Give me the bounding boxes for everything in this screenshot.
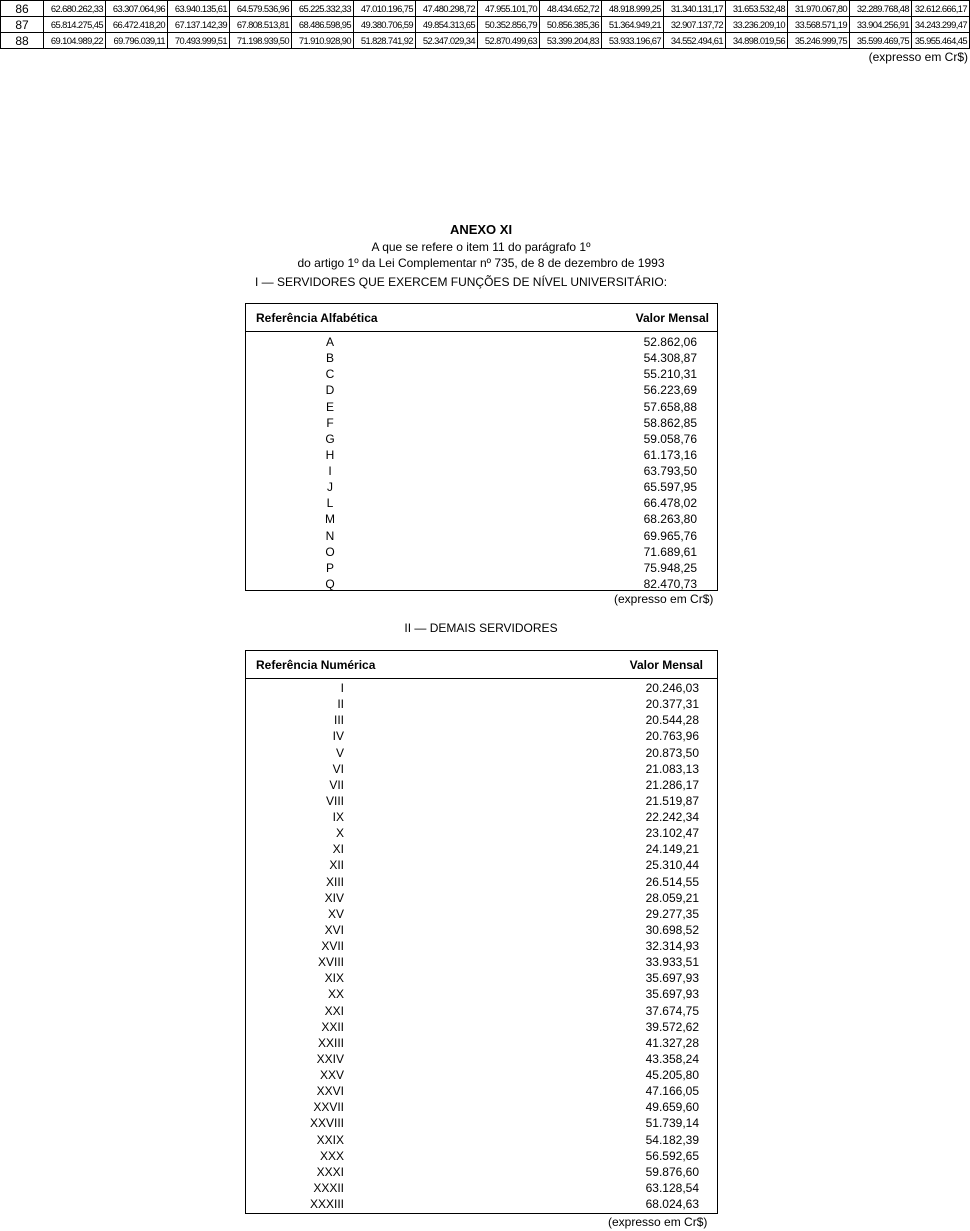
value-cell: 66.478,02: [643, 496, 697, 511]
table-cell: 33.568.571,19: [788, 17, 850, 33]
table-row: [246, 1067, 717, 1083]
value-cell: 51.739,14: [645, 1116, 699, 1131]
table-row: [246, 793, 717, 809]
reference-cell: Q: [325, 576, 335, 591]
table-row: [246, 1148, 717, 1164]
table-row: [246, 576, 717, 592]
table-row: [246, 463, 717, 479]
reference-cell: IV: [332, 729, 344, 744]
table-cell: 70.493.999,51: [168, 33, 230, 49]
reference-cell: XIX: [324, 971, 344, 986]
value-cell: 63.128,54: [645, 1180, 699, 1195]
reference-cell: II: [337, 697, 344, 712]
table-row: [246, 680, 717, 696]
table-cell: 31.653.532,48: [726, 1, 788, 17]
reference-cell: G: [325, 431, 335, 446]
reference-cell: XXIII: [317, 1035, 344, 1050]
alphabetic-reference-table: [245, 303, 718, 591]
reference-cell: M: [325, 512, 335, 527]
value-cell: 55.210,31: [643, 367, 697, 382]
table-row: [246, 906, 717, 922]
numeric-reference-table: [245, 650, 718, 1214]
table-cell: 33.904.256,91: [850, 17, 912, 33]
table-row: [246, 350, 717, 366]
table-cell: 31.970.067,80: [788, 1, 850, 17]
value-cell: 59.876,60: [645, 1164, 699, 1179]
reference-cell: XIV: [324, 890, 344, 905]
table-cell: 47.955.101,70: [478, 1, 540, 17]
table-cell: 34.552.494,61: [664, 33, 726, 49]
reference-cell: XXIX: [316, 1132, 344, 1147]
value-cell: 39.572,62: [645, 1019, 699, 1034]
table-row: [246, 1132, 717, 1148]
reference-cell: V: [335, 745, 344, 760]
table-row: [246, 334, 717, 350]
value-cell: 49.659,60: [645, 1100, 699, 1115]
table-cell: 52.347.029,34: [416, 33, 478, 49]
table-row: [246, 399, 717, 415]
reference-cell: B: [325, 351, 334, 366]
table-row: [246, 1051, 717, 1067]
table-cell: 68.486.598,95: [292, 17, 354, 33]
reference-cell: XI: [332, 842, 344, 857]
table-row: [246, 431, 717, 447]
value-cell: 45.205,80: [645, 1068, 699, 1082]
reference-cell: XIII: [325, 874, 344, 889]
table-row: [246, 841, 717, 857]
value-cell: 82.470,73: [643, 576, 697, 591]
value-cell: 30.698,52: [645, 922, 699, 937]
reference-cell: F: [326, 415, 334, 430]
table-row: [246, 1164, 717, 1180]
table-row: [246, 728, 717, 744]
table-cell: 35.599.469,75: [850, 33, 912, 49]
reference-cell: XXXI: [316, 1164, 344, 1179]
row-number: 86: [1, 1, 44, 17]
value-cell: 68.024,63: [645, 1197, 699, 1211]
reference-cell: O: [325, 544, 335, 559]
value-cell: 47.166,05: [645, 1084, 699, 1099]
value-cell: 54.308,87: [643, 351, 697, 366]
value-cell: 21.083,13: [645, 761, 699, 776]
table-cell: 32.289.768,48: [850, 1, 912, 17]
top-value-table: [0, 0, 970, 49]
numeric-table-header: [246, 651, 717, 679]
table-cell: 49.380.706,59: [354, 17, 416, 33]
numeric-table-body: [246, 679, 717, 1212]
section-1-title: I — SERVIDORES QUE EXERCEM FUNÇÕES DE NÍVEL UNIVERSITÁRIO:: [254, 275, 668, 289]
table-cell: 71.910.928,90: [292, 33, 354, 49]
row-number: 87: [1, 17, 44, 33]
table-row: [246, 922, 717, 938]
value-cell: 23.102,47: [645, 826, 699, 841]
value-cell: 71.689,61: [643, 544, 697, 559]
reference-cell: XVII: [321, 939, 344, 953]
table-row: [246, 809, 717, 825]
annex-reference-line-2: do artigo 1º da Lei Complementar nº 735, de 8 de dezembro de 1993: [297, 256, 665, 270]
table-row: [246, 745, 717, 761]
table-cell: 69.104.989,22: [44, 33, 106, 49]
reference-cell: XXII: [321, 1019, 344, 1034]
value-cell: 37.674,75: [645, 1003, 699, 1018]
value-cell: 22.242,34: [645, 810, 699, 824]
table-cell: 34.898.019,56: [726, 33, 788, 49]
table-cell: 51.364.949,21: [602, 17, 664, 33]
value-cell: 52.862,06: [643, 335, 697, 349]
table-row: [246, 761, 717, 777]
value-cell: 58.862,85: [643, 415, 697, 430]
alphabetic-table-header: [246, 304, 717, 332]
reference-cell: XX: [327, 987, 344, 1002]
table-row: [246, 1180, 717, 1196]
value-cell: 41.327,28: [645, 1035, 699, 1050]
table-cell: 48.434.652,72: [540, 1, 602, 17]
reference-cell: H: [325, 447, 335, 462]
value-cell: 65.597,95: [643, 480, 697, 495]
table-cell: 67.137.142,39: [168, 17, 230, 33]
table-cell: 52.870.499,63: [478, 33, 540, 49]
value-cell: 24.149,21: [645, 842, 699, 857]
table-row: [246, 479, 717, 495]
table-cell: 47.480.298,72: [416, 1, 478, 17]
table-row: [1, 1, 970, 17]
table-row: [246, 560, 717, 576]
reference-cell: X: [335, 826, 344, 841]
reference-cell: VII: [329, 777, 344, 792]
reference-cell: VIII: [325, 793, 344, 808]
table-cell: 47.010.196,75: [354, 1, 416, 17]
table-row: [246, 954, 717, 970]
table-row: [246, 874, 717, 890]
table-cell: 67.808.513,81: [230, 17, 292, 33]
table-row: [246, 857, 717, 873]
table-cell: 63.307.064,96: [106, 1, 168, 17]
reference-cell: L: [326, 496, 334, 511]
value-cell: 20.763,96: [645, 729, 699, 744]
reference-cell: XII: [329, 858, 344, 873]
reference-cell: XXX: [319, 1148, 344, 1163]
value-cell: 25.310,44: [645, 858, 699, 873]
table-cell: 50.352.856,79: [478, 17, 540, 33]
table-row: [246, 986, 717, 1002]
table-row: [246, 1115, 717, 1131]
reference-cell: XXVII: [313, 1100, 344, 1115]
value-cell: 59.058,76: [643, 431, 697, 446]
reference-cell: XXVIII: [309, 1116, 344, 1131]
value-cell: 61.173,16: [643, 447, 697, 462]
reference-cell: XXIV: [316, 1051, 344, 1066]
column-header-reference: Referência Numérica: [256, 658, 376, 672]
value-cell: 26.514,55: [645, 874, 699, 889]
value-cell: 69.965,76: [643, 528, 697, 543]
table-cell: 62.680.262,33: [44, 1, 106, 17]
reference-cell: XVI: [324, 922, 344, 937]
table-cell: 48.918.999,25: [602, 1, 664, 17]
table-row: [246, 938, 717, 954]
table-row: [246, 825, 717, 841]
value-cell: 63.793,50: [643, 464, 697, 478]
table-row: [1, 33, 970, 49]
table-row: [246, 1196, 717, 1212]
table-2-unit-note: (expresso em Cr$): [608, 1215, 708, 1229]
value-cell: 35.697,93: [645, 987, 699, 1002]
table-row: [246, 696, 717, 712]
reference-cell: J: [327, 480, 333, 495]
value-cell: 43.358,24: [645, 1051, 699, 1066]
table-cell: 51.828.741,92: [354, 33, 416, 49]
annex-reference-line-1: A que se refere o item 11 do parágrafo 1º: [371, 240, 591, 254]
table-cell: 65.225.332,33: [292, 1, 354, 17]
reference-cell: XXVI: [316, 1084, 344, 1099]
table-cell: 32.907.137,72: [664, 17, 726, 33]
value-cell: 35.697,93: [645, 971, 699, 986]
table-row: [246, 1099, 717, 1115]
reference-cell: XXI: [324, 1003, 344, 1018]
table-row: [1, 17, 970, 33]
reference-cell: I: [328, 464, 332, 478]
alphabetic-table-body: [246, 332, 717, 592]
value-cell: 29.277,35: [645, 906, 699, 921]
table-cell: 71.198.939,50: [230, 33, 292, 49]
value-cell: 21.519,87: [645, 793, 699, 808]
reference-cell: C: [325, 367, 335, 382]
table-row: [246, 777, 717, 793]
table-row: [246, 970, 717, 986]
table-cell: 64.579.536,96: [230, 1, 292, 17]
table-cell: 53.933.196,67: [602, 33, 664, 49]
column-header-value: Valor Mensal: [629, 658, 703, 672]
reference-cell: IX: [332, 810, 344, 824]
reference-cell: XXXIII: [309, 1197, 344, 1211]
reference-cell: D: [325, 383, 335, 398]
table-cell: 33.236.209,10: [726, 17, 788, 33]
value-cell: 33.933,51: [645, 955, 699, 970]
table-cell: 65.814.275,45: [44, 17, 106, 33]
reference-cell: XV: [327, 906, 344, 921]
table-cell: 66.472.418,20: [106, 17, 168, 33]
table-row: [246, 712, 717, 728]
table-row: [246, 1003, 717, 1019]
reference-cell: I: [340, 681, 344, 695]
value-cell: 20.377,31: [645, 697, 699, 712]
value-cell: 57.658,88: [643, 399, 697, 414]
table-row: [246, 495, 717, 511]
table-row: [246, 1019, 717, 1035]
annex-title: ANEXO XI: [449, 222, 513, 237]
value-cell: 28.059,21: [645, 890, 699, 905]
table-row: [246, 382, 717, 398]
table-row: [246, 1035, 717, 1051]
table-cell: 34.243.299,47: [912, 17, 970, 33]
table-row: [246, 447, 717, 463]
table-row: [246, 1083, 717, 1099]
table-cell: 50.856.385,36: [540, 17, 602, 33]
table-row: [246, 511, 717, 527]
table-row: [246, 415, 717, 431]
table-cell: 63.940.135,61: [168, 1, 230, 17]
column-header-value: Valor Mensal: [635, 311, 709, 325]
table-cell: 35.246.999,75: [788, 33, 850, 49]
table-row: [246, 890, 717, 906]
table-1-unit-note: (expresso em Cr$): [614, 592, 714, 606]
table-row: [246, 528, 717, 544]
table-row: [246, 366, 717, 382]
value-cell: 68.263,80: [643, 512, 697, 527]
section-2-title: II — DEMAIS SERVIDORES: [404, 621, 558, 635]
reference-cell: N: [325, 528, 335, 543]
reference-cell: XVIII: [317, 955, 344, 970]
row-number: 88: [1, 33, 44, 49]
table-cell: 69.796.039,11: [106, 33, 168, 49]
table-row: [246, 544, 717, 560]
reference-cell: III: [333, 713, 344, 728]
value-cell: 56.223,69: [643, 383, 697, 398]
value-cell: 21.286,17: [645, 777, 699, 792]
reference-cell: P: [325, 560, 334, 575]
reference-cell: E: [325, 399, 334, 414]
table-cell: 32.612.666,17: [912, 1, 970, 17]
value-cell: 20.544,28: [645, 713, 699, 728]
top-table-unit-note: (expresso em Cr$): [868, 50, 968, 64]
value-cell: 54.182,39: [645, 1132, 699, 1147]
value-cell: 56.592,65: [645, 1148, 699, 1163]
value-cell: 32.314,93: [645, 939, 699, 953]
reference-cell: VI: [332, 761, 344, 776]
table-cell: 53.399.204,83: [540, 33, 602, 49]
table-cell: 49.854.313,65: [416, 17, 478, 33]
table-cell: 35.955.464,45: [912, 33, 970, 49]
reference-cell: XXV: [319, 1068, 344, 1082]
value-cell: 20.873,50: [645, 745, 699, 760]
reference-cell: XXXII: [313, 1180, 344, 1195]
column-header-reference: Referência Alfabética: [256, 311, 378, 325]
table-cell: 31.340.131,17: [664, 1, 726, 17]
reference-cell: A: [325, 335, 334, 349]
value-cell: 75.948,25: [643, 560, 697, 575]
value-cell: 20.246,03: [645, 681, 699, 695]
